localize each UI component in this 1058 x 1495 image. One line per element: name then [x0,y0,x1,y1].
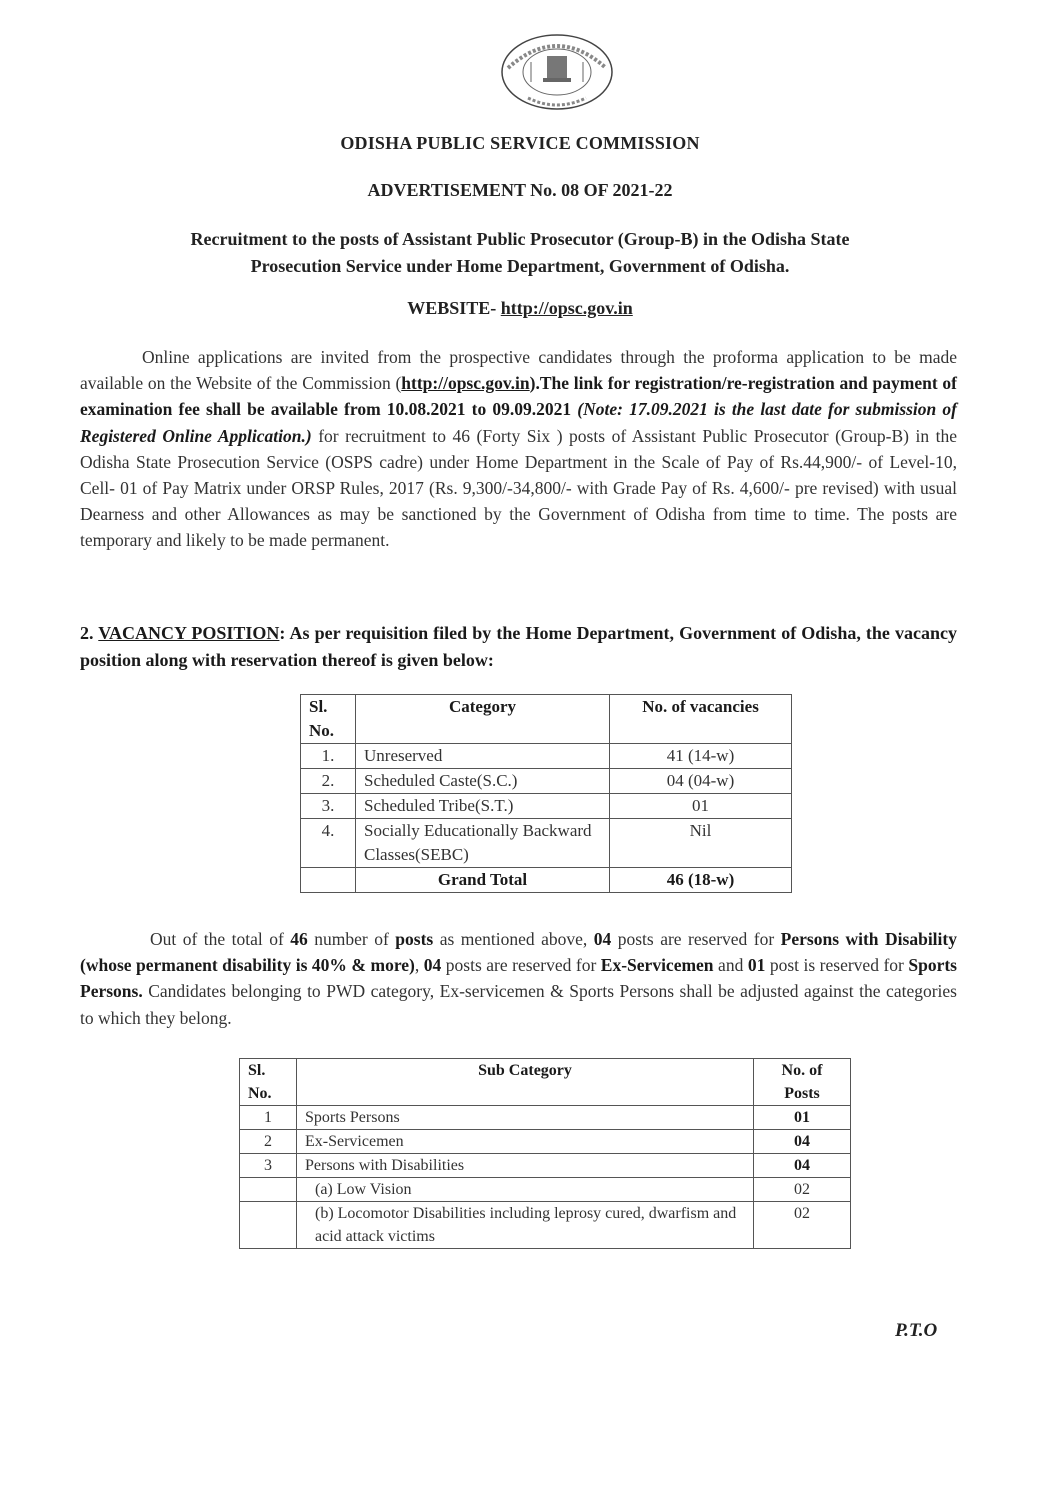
row-sl: 3. [301,794,356,819]
grand-total-label: Grand Total [356,868,610,893]
header-subcategory: Sub Category [297,1059,754,1106]
website-link[interactable]: http://opsc.gov.in [500,298,633,318]
p2-text: , [414,955,424,976]
row-category: Scheduled Tribe(S.T.) [356,794,610,819]
section-title: VACANCY POSITION [98,623,280,643]
website-line [80,298,960,319]
row-posts: 04 [754,1154,851,1178]
row-posts: 02 [754,1202,851,1249]
row-subcategory: (b) Locomotor Disabilities including leprosy cured, dwarfism and acid attack victims [297,1202,754,1249]
p2-exs: Ex-Servicemen [600,955,714,976]
p2-posts: posts [395,929,434,949]
table-header-row [240,1059,851,1106]
p2-text: post is reserved for [765,955,909,976]
row-sl: 1 [240,1106,297,1130]
recruitment-title [80,226,960,280]
row-sl [240,1178,297,1202]
website-label: WEBSITE- [407,298,497,318]
grand-total-value: 46 (18-w) [610,868,792,893]
commission-name: ODISHA PUBLIC SERVICE COMMISSION [340,133,700,153]
row-sl [240,1202,297,1249]
row-sl: 3 [240,1154,297,1178]
p2-text: number of [307,929,396,949]
p2-text: Out of the total of [150,929,291,949]
advertisement-number: ADVERTISEMENT No. 08 OF 2021-22 [367,180,673,200]
table-row [240,1154,851,1178]
p2-pwd-count: 04 [593,929,612,949]
recruitment-title-line1: Recruitment to the posts of Assistant Public Prosecutor (Group-B) in the Odisha State [190,229,850,249]
header-vacancies: No. of vacancies [610,695,792,744]
row-vacancies: 41 (14-w) [610,744,792,769]
row-category: Scheduled Caste(S.C.) [356,769,610,794]
row-vacancies: 01 [610,794,792,819]
intro-website-link[interactable]: http://opsc.gov.in [401,373,530,394]
intro-note: (Note: 17.09.2021 is the last date for submission of Registered Online Application.) [80,399,957,446]
p2-pwd: Persons with Disability (whose permanent disability is 40% & more) [80,929,957,976]
table-row [240,1178,851,1202]
intro-dates: ).The link for registration/re-registration and payment of examination fee shall be available from 10.08.2021 to 09.09.2021 [80,373,957,420]
total-sl-empty [301,868,356,893]
row-vacancies: Nil [610,819,792,868]
row-sl: 4. [301,819,356,868]
row-subcategory: Persons with Disabilities [297,1154,754,1178]
table-row [301,819,792,868]
row-subcategory: Ex-Servicemen [297,1130,754,1154]
please-turn-over: P.T.O [895,1320,938,1341]
row-posts: 01 [754,1106,851,1130]
p2-exs-count: 04 [423,955,442,976]
row-posts: 04 [754,1130,851,1154]
row-sl: 2 [240,1130,297,1154]
intro-text: Online applications are invited from the prospective candidates through the proforma application to be made available on the Website of the Commission ( [80,347,957,394]
row-category: Socially Educationally Backward Classes(SEBC) [356,819,610,868]
table-row [301,744,792,769]
p2-sports-count: 01 [747,955,766,976]
intro-paragraph [80,344,957,554]
p2-text: as mentioned above, [433,929,594,949]
opsc-seal-icon [498,32,616,112]
section-number: 2. [80,623,99,643]
reservation-paragraph [80,926,957,1031]
table-row [301,769,792,794]
table-row [240,1106,851,1130]
vacancy-section-heading [80,620,957,674]
header-category: Category [356,695,610,744]
row-subcategory: (a) Low Vision [297,1178,754,1202]
intro-details: for recruitment to 46 (Forty Six ) posts of Assistant Public Prosecutor (Group-B) in the Odisha State Prosecution Service (OSPS cadre) under Home Department in the Scale of Pay of Rs.44,900/- of Level-10, Cell- 01 of Pay Matrix under ORSP Rules, 2017 (Rs. 9,300/-34,800/- with Grade Pay of Rs. 4,600/- pre revised) with usual Dearness and other Allowances as may be sanctioned by the Government of Odisha from time to time. The posts are temporary and likely to be made permanent. [80,425,958,551]
header-sl: Sl. No. [301,695,356,744]
vacancy-table [300,694,792,893]
table-row [240,1130,851,1154]
row-sl: 2. [301,769,356,794]
row-subcategory: Sports Persons [297,1106,754,1130]
table-row [301,794,792,819]
row-vacancies: 04 (04-w) [610,769,792,794]
p2-total: 46 [290,929,308,949]
p2-text: posts are reserved for [441,955,601,976]
row-sl: 1. [301,744,356,769]
table-row [240,1202,851,1249]
p2-text: and [713,955,748,976]
table-header-row [301,695,792,744]
row-posts: 02 [754,1178,851,1202]
p2-text: Candidates belonging to PWD category, Ex-servicemen & Sports Persons shall be adjusted against the categories to which they belong. [80,981,957,1028]
p2-text: posts are reserved for [611,929,781,949]
section-text: : As per requisition filed by the Home Department, Government of Odisha, the vacancy position along with reservation thereof is given below: [80,623,958,670]
recruitment-title-line2: Prosecution Service under Home Department, Government of Odisha. [250,256,790,276]
header-sl: Sl. No. [240,1059,297,1106]
header-posts: No. of Posts [754,1059,851,1106]
grand-total-row [301,868,792,893]
row-category: Unreserved [356,744,610,769]
subcategory-table [239,1058,851,1249]
p2-sports: Sports Persons. [80,955,957,1002]
